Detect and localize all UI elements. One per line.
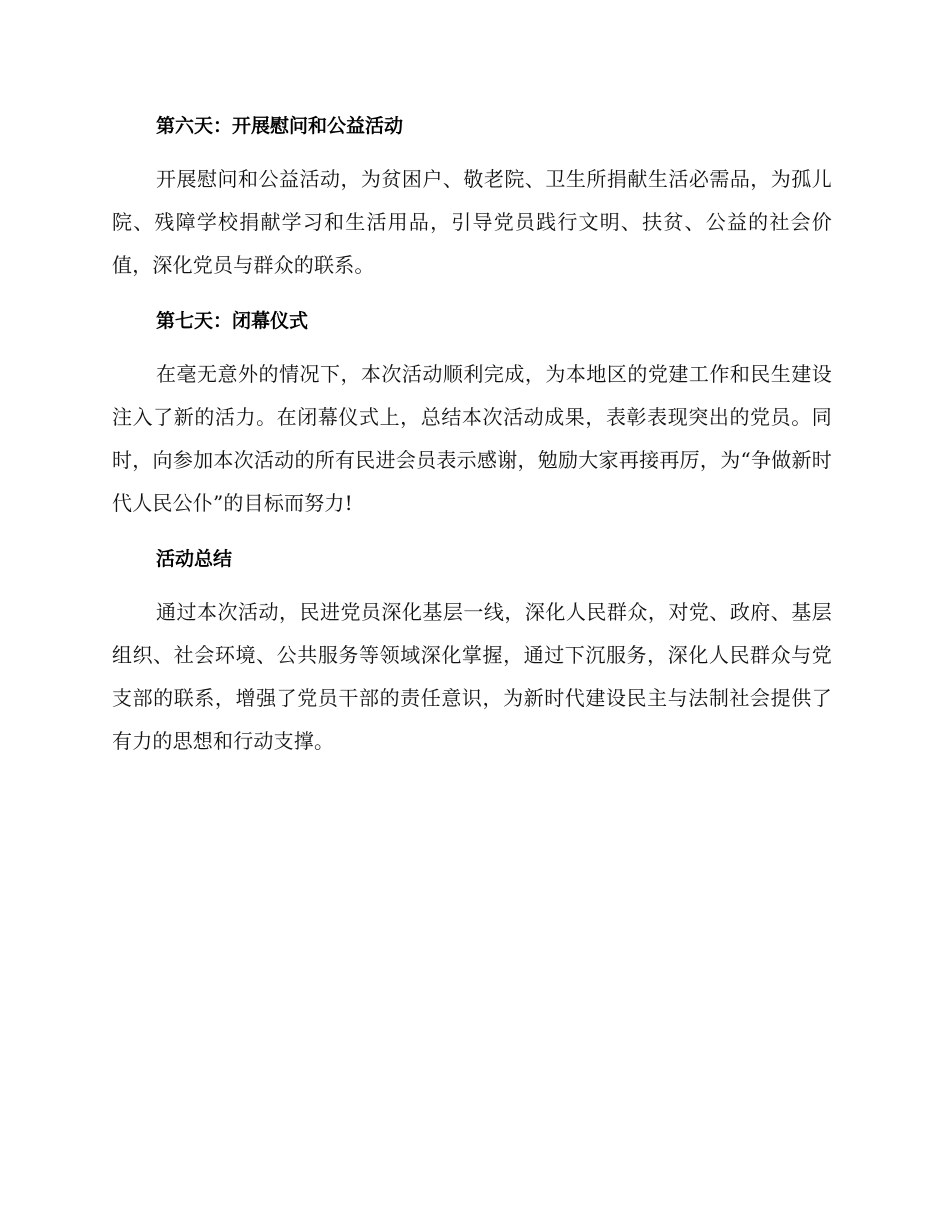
section-heading-summary: 活动总结 (156, 548, 233, 570)
section-paragraph-summary: 通过本次活动，民进党员深化基层一线，深化人民群众，对党、政府、基层组织、社会环境、公共服务等领域深化掌握，通过下沉服务，深化人民群众与党支部的联系，增强了党员干部的责任意识，为新时代建设民主与法制社会提供了有力的思想和行动支撑。 (112, 600, 832, 753)
section-heading-day-seven: 第七天：闭幕仪式 (156, 310, 309, 332)
section-paragraph-day-seven: 在毫无意外的情况下，本次活动顺利完成，为本地区的党建工作和民生建设注入了新的活力。在闭幕仪式上，总结本次活动成果，表彰表现突出的党员。同时，向参加本次活动的所有民进会员表示感谢，勉励大家再接再厉，为“争做新时代人民公仆”的目标而努力! (112, 362, 832, 515)
section-heading-day-six: 第六天：开展慰问和公益活动 (156, 115, 404, 137)
document-body (112, 106, 832, 777)
section-paragraph-day-six: 开展慰问和公益活动，为贫困户、敬老院、卫生所捐献生活必需品，为孤儿院、残障学校捐献学习和生活用品，引导党员践行文明、扶贫、公益的社会价值，深化党员与群众的联系。 (112, 167, 832, 277)
